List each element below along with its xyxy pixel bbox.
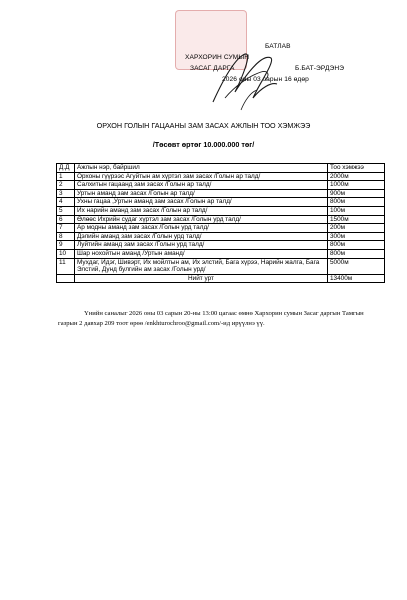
table-row — [57, 232, 385, 241]
table-row — [57, 181, 385, 190]
row-no: 1 — [57, 172, 75, 181]
row-length: 800м — [328, 249, 385, 258]
total-no-cell — [57, 274, 75, 283]
row-name: Орхоны гүүрээс Агуйтын ам хүртэл зам засах /Голын ар талд/ — [75, 172, 328, 181]
table-row — [57, 206, 385, 215]
approval-line-2: ЗАСАГ ДАРГА — [190, 65, 235, 72]
row-length: 200м — [328, 224, 385, 233]
row-name: Ухны гацаа ,Уртын аманд зам засах /Голын ар талд/ — [75, 198, 328, 207]
approval-title: БАТЛАВ — [265, 43, 291, 50]
table-row — [57, 189, 385, 198]
row-name: Ар модны аманд зам засах /Голын урд талд/ — [75, 224, 328, 233]
row-name: Мухдаг, Идэг, Шивэрт, Их мойлтын ам, Их элстий, Бага хүрээ, Нарийн жалга, Бага Элстий, Дунд булгийн ам засах /Голын урд/ — [75, 258, 328, 274]
row-no: 9 — [57, 241, 75, 250]
header-no: Д.Д — [57, 164, 75, 173]
row-length: 2000м — [328, 172, 385, 181]
row-name: Шар нохойтын аманд /Уртын аманд/ — [75, 249, 328, 258]
row-name: Их нарийн аманд зам засах /Голын ар талд/ — [75, 206, 328, 215]
header-name: Ажлын нэр, байршил — [75, 164, 328, 173]
total-label: Нийт урт — [75, 274, 328, 283]
table-row — [57, 249, 385, 258]
row-length: 1000м — [328, 181, 385, 190]
row-name: Өлөөс Ихрийн судаг хүртэл зам засах /Голын урд талд/ — [75, 215, 328, 224]
approval-signer: Б.БАТ-ЭРДЭНЭ — [295, 65, 345, 72]
row-no: 8 — [57, 232, 75, 241]
row-length: 800м — [328, 241, 385, 250]
row-no: 7 — [57, 224, 75, 233]
table-header-row — [57, 164, 385, 173]
row-length: 1500м — [328, 215, 385, 224]
table-row — [57, 215, 385, 224]
table-row — [57, 198, 385, 207]
row-length: 100м — [328, 206, 385, 215]
works-table — [56, 163, 385, 283]
row-no: 2 — [57, 181, 75, 190]
budget-line: /Төсөвт өртөг 10.000.000 төг/ — [152, 140, 255, 149]
table-row — [57, 258, 385, 274]
table-row — [57, 172, 385, 181]
row-length: 900м — [328, 189, 385, 198]
header-length: Тоо хэмжээ — [328, 164, 385, 173]
row-no: 6 — [57, 215, 75, 224]
row-name: Луйтийн аманд зам засах /Голын урд талд/ — [75, 241, 328, 250]
row-no: 4 — [57, 198, 75, 207]
approval-line-1: ХАРХОРИН СУМЫН — [185, 54, 250, 61]
document-title: ОРХОН ГОЛЫН ГАЦААНЫ ЗАМ ЗАСАХ АЖЛЫН ТОО ХЭМЖЭЭ — [96, 121, 311, 130]
table-row — [57, 241, 385, 250]
row-no: 10 — [57, 249, 75, 258]
handwritten-signature — [205, 40, 285, 120]
row-length: 5000м — [328, 258, 385, 274]
total-value: 13400м — [328, 274, 385, 283]
approval-date: 2026 оны 03 сарын 16 өдөр — [222, 76, 309, 83]
row-no: 11 — [57, 258, 75, 274]
row-name: Салхитын гацаанд зам засах /Голын ар талд/ — [75, 181, 328, 190]
row-length: 300м — [328, 232, 385, 241]
row-name: Дэлийн аманд зам засах /Голын урд талд/ — [75, 232, 328, 241]
row-no: 5 — [57, 206, 75, 215]
table-row — [57, 224, 385, 233]
submission-notice: Үнийн саналыг 2026 оны 03 сарын 20-ны 13:00 цагаас өмнө Хархорин сумын Засаг даргын Тамгын газрын 2 давхар 209 тоот өрөө /enkhturochroo@gmail.com/-ид ирүүлнэ үү. — [58, 310, 364, 327]
row-name: Уртын аманд зам засах /Голын ар талд/ — [75, 189, 328, 198]
row-length: 800м — [328, 198, 385, 207]
table-total-row — [57, 274, 385, 283]
row-no: 3 — [57, 189, 75, 198]
